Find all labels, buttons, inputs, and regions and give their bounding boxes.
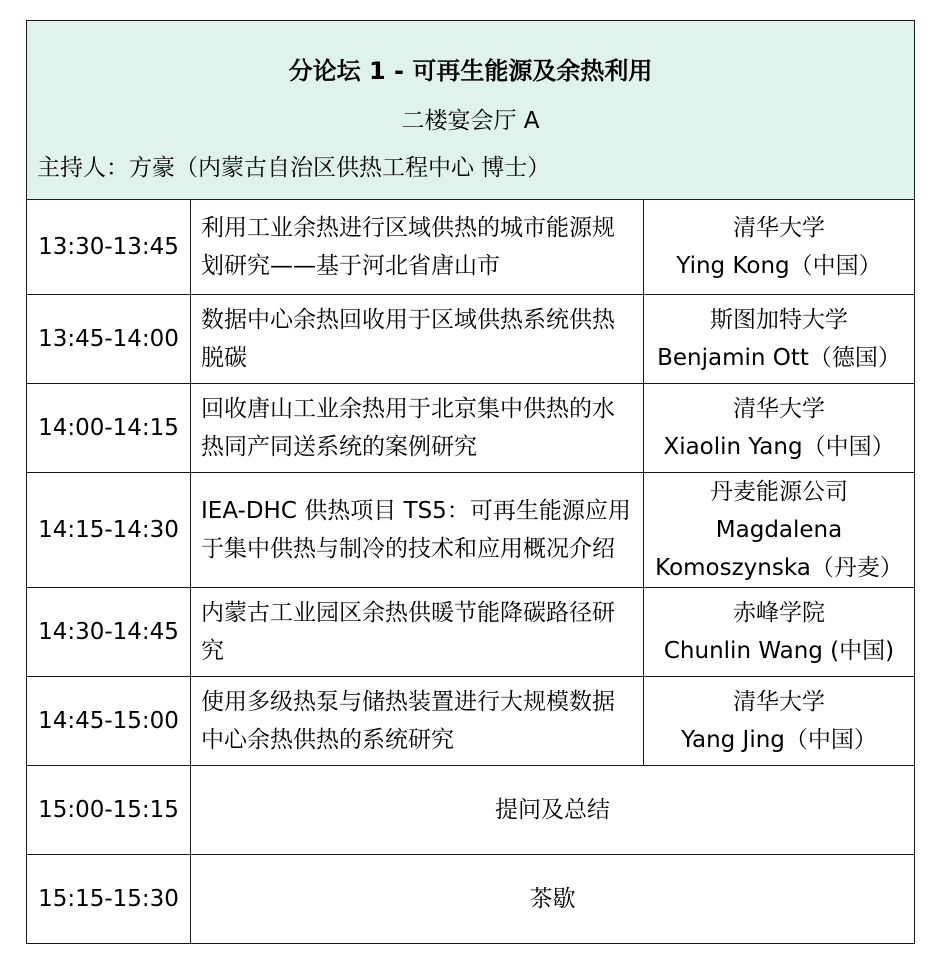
speaker-name: Xiaolin Yang（中国） [663, 434, 895, 460]
time-cell: 13:45-14:00 [27, 295, 191, 384]
time-cell: 13:30-13:45 [27, 200, 191, 295]
time-cell: 15:15-15:30 [27, 855, 191, 944]
table-row [27, 473, 915, 588]
topic-cell: 使用多级热泵与储热装置进行大规模数据中心余热供热的系统研究 [191, 677, 644, 766]
speaker-org: 赤峰学院 [733, 600, 826, 626]
agenda-label-cell: 提问及总结 [191, 766, 915, 855]
speaker-name: Chunlin Wang (中国) [663, 638, 895, 664]
time-cell: 14:30-14:45 [27, 588, 191, 677]
table-row [27, 384, 915, 473]
session-title: 分论坛 1 - 可再生能源及余热利用 [288, 57, 653, 85]
header-row [27, 21, 915, 200]
time-cell: 14:15-14:30 [27, 473, 191, 588]
speaker-org: 清华大学 [733, 689, 826, 715]
speaker-cell [644, 473, 915, 588]
agenda-label-cell: 茶歇 [191, 855, 915, 944]
topic-cell: 利用工业余热进行区域供热的城市能源规划研究——基于河北省唐山市 [191, 200, 644, 295]
time-cell: 15:00-15:15 [27, 766, 191, 855]
speaker-org: 清华大学 [733, 215, 826, 241]
time-cell: 14:45-15:00 [27, 677, 191, 766]
time-cell: 14:00-14:15 [27, 384, 191, 473]
topic-cell: 回收唐山工业余热用于北京集中供热的水热同产同送系统的案例研究 [191, 384, 644, 473]
topic-cell: 数据中心余热回收用于区域供热系统供热脱碳 [191, 295, 644, 384]
speaker-org: 清华大学 [733, 396, 826, 422]
topic-cell: 内蒙古工业园区余热供暖节能降碳路径研究 [191, 588, 644, 677]
speaker-name: Magdalena Komoszynska（丹麦） [655, 517, 903, 581]
topic-cell: IEA-DHC 供热项目 TS5：可再生能源应用于集中供热与制冷的技术和应用概况介绍 [191, 473, 644, 588]
session-host: 主持人：方豪（内蒙古自治区供热工程中心 博士） [37, 155, 551, 181]
table-row [27, 200, 915, 295]
speaker-cell [644, 384, 915, 473]
speaker-cell [644, 200, 915, 295]
table-row [27, 766, 915, 855]
session-venue: 二楼宴会厅 A [401, 108, 540, 134]
table-row [27, 295, 915, 384]
table-row [27, 677, 915, 766]
speaker-name: Benjamin Ott（德国） [657, 345, 901, 371]
table-row [27, 588, 915, 677]
session-header [27, 21, 915, 200]
schedule-table [26, 20, 915, 944]
speaker-name: Ying Kong（中国） [676, 253, 882, 279]
schedule-table-wrapper [26, 20, 914, 944]
speaker-org: 丹麦能源公司 [710, 479, 849, 505]
speaker-name: Yang Jing（中国） [681, 727, 877, 753]
speaker-org: 斯图加特大学 [710, 307, 849, 333]
table-row [27, 855, 915, 944]
speaker-cell [644, 295, 915, 384]
speaker-cell [644, 588, 915, 677]
speaker-cell [644, 677, 915, 766]
